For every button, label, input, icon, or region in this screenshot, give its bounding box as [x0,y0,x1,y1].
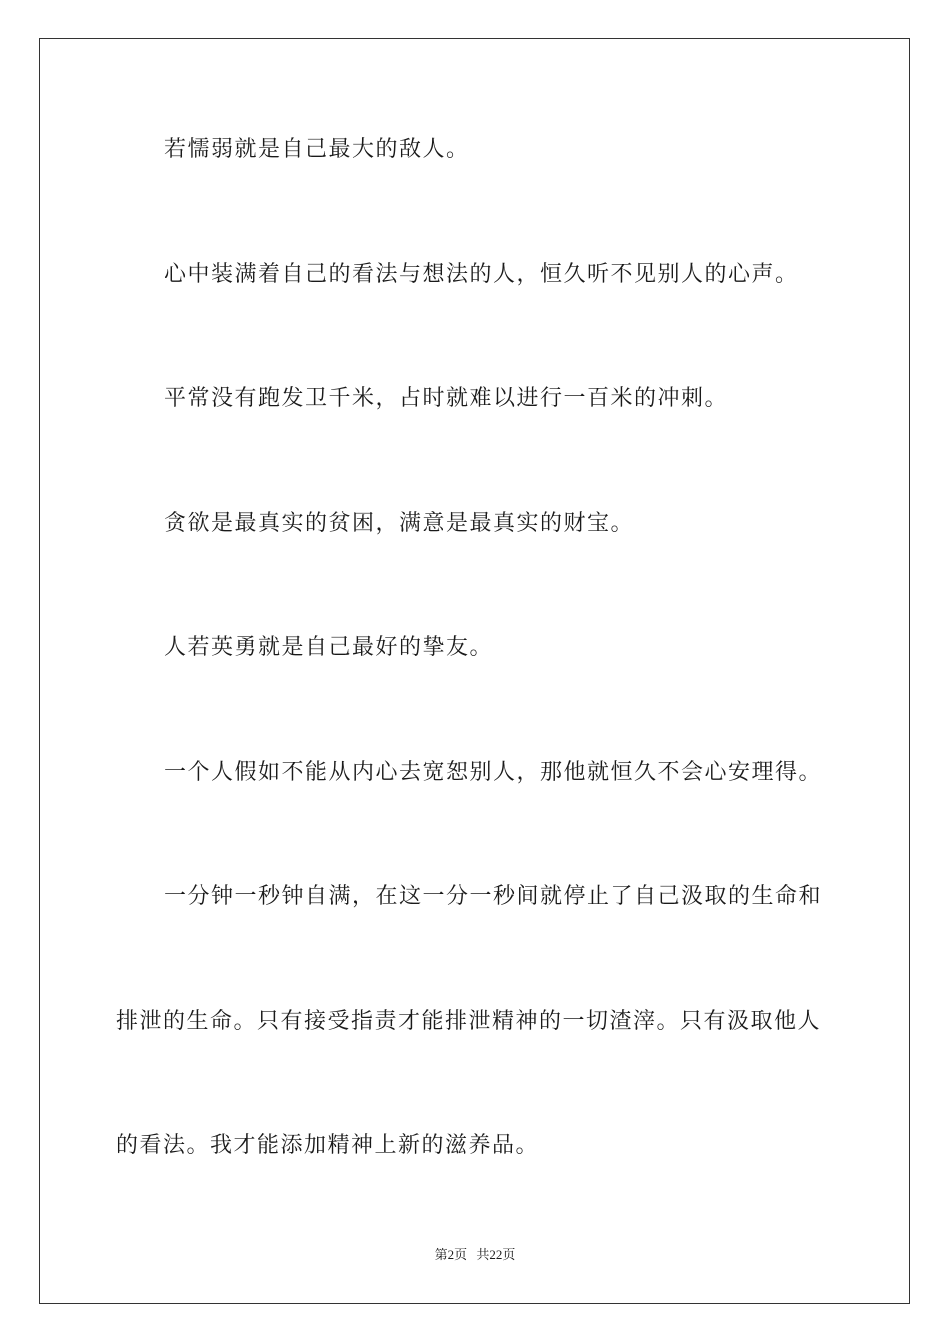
paragraph-6-line-1: 一个人假如不能从内心去宽恕别人，那他就恒久不会心安理得。 [164,760,823,785]
page-footer [0,1246,950,1264]
paragraph-7-line-2: 排泄的生命。只有接受指责才能排泄精神的一切渣滓。只有汲取他人 [116,1009,822,1034]
paragraph-1-line-1: 若懦弱就是自己最大的敌人。 [164,137,470,162]
paragraph-7-line-1: 一分钟一秒钟自满，在这一分一秒间就停止了自己汲取的生命和 [164,884,823,909]
total-pages: 共22页 [476,1247,516,1262]
paragraph-2-line-1: 心中装满着自己的看法与想法的人，恒久听不见别人的心声。 [164,262,799,287]
paragraph-4-line-1: 贪欲是最真实的贫困，满意是最真实的财宝。 [164,511,635,536]
paragraph-7-line-3: 的看法。我才能添加精神上新的滋养品。 [116,1133,540,1158]
page-border [39,38,910,1304]
paragraph-3-line-1: 平常没有跑发卫千米，占时就难以进行一百米的冲刺。 [164,386,729,411]
paragraph-5-line-1: 人若英勇就是自己最好的挚友。 [164,635,494,660]
current-page-number: 第2页 [434,1247,468,1262]
